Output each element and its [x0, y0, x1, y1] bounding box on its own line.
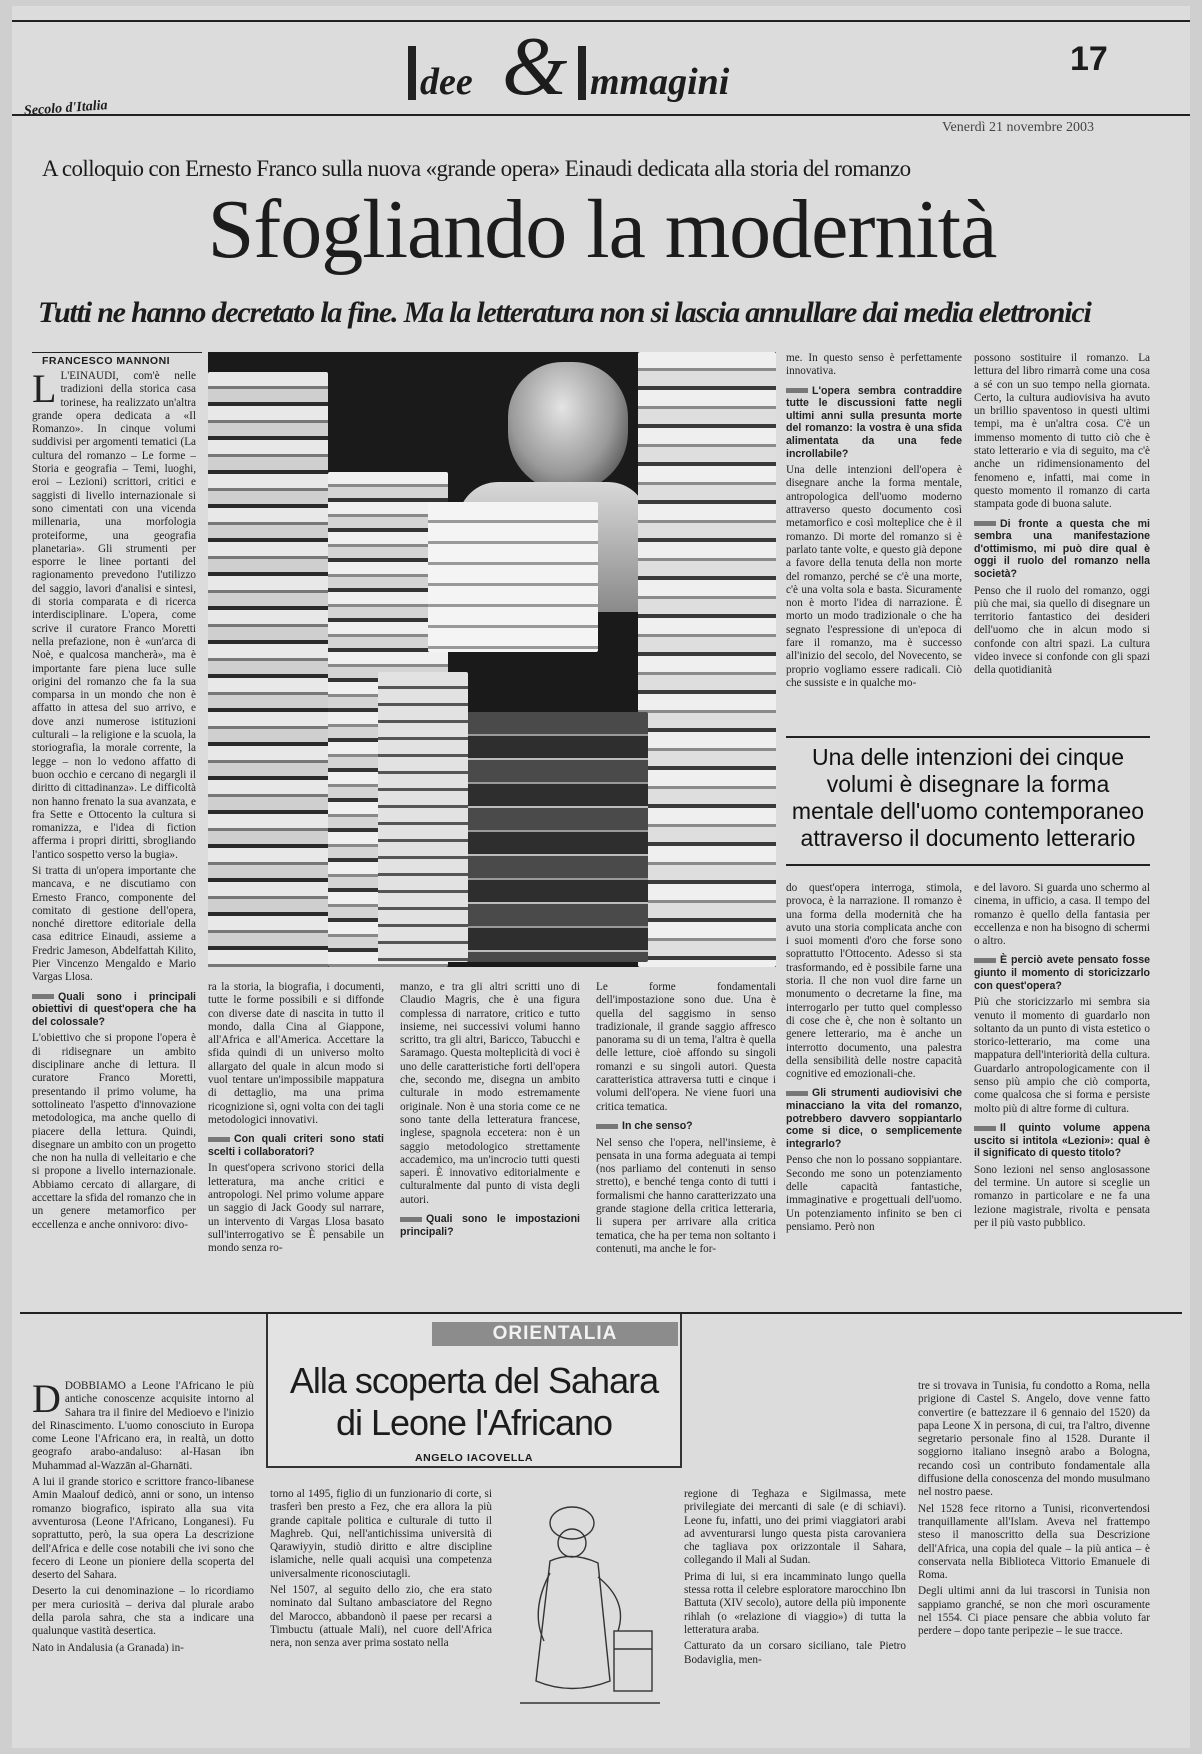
interview-answer-2-cont: manzo, e tra gli altri scritti uno di Claudio Magris, che è una figura complessa di narratore, critico e tutto insieme, nei successivi volumi hanno scritto, tra gli altri, Baricco, Tabucchi e Saramago. Questa molteplicità di voci è uno delle caratteristiche forti dell'opera che, secondo me, disegna un ambito culturale in modo estremamente originale. Non è una storia come ce ne sono tante della letteratura francese, inglese, spagnola eccetera: non è un saggio metodologico strettamente accademico, ma un'incrocio tutti questi saperi. È innovativo editorialmente e culturalmente dal punto di vista degli autori.: [400, 981, 580, 1206]
book-stack-center: [378, 672, 468, 962]
box-col2-text: torno al 1495, figlio di un funzionario di corte, si trasferì ben presto a Fez, che era allora la più grande capitale politica e culturale di tutto il Maghreb. Qui, nell'antichissima università di Qarawiyyin, studiò diritto e altre discipline islamiche, nelle quali acquisì una competenza universalmente riconosciutagli.: [270, 1488, 492, 1580]
interview-question-8: È perciò avete pensato fosse giunto il momento di storicizzarlo con quest'opera?: [974, 954, 1150, 992]
article-column-6-top: [974, 352, 1150, 724]
box-col1-text: DOBBIAMO a Leone l'Africano le più antiche conoscenze acquisite intorno al Sahara tra il finire del Medioevo e l'inizio del Rinascimento. L'uomo conosciuto in Europa come Leone l'Africano era, in realtà, un dotto geografo arabo-andaluso: al-Hasan ibn Muhammad al-Wazzān al-Gharnāti.: [32, 1380, 254, 1472]
box-col1-paragraph-4: Nato in Andalusia (a Granada) in-: [32, 1641, 184, 1654]
interview-question-9: Il quinto volume appena uscito si intitola «Lezioni»: qual è il significato di questo titolo?: [974, 1121, 1150, 1160]
section-bar-i2: [578, 46, 586, 100]
box-col4-paragraph-2: Nel 1528 fece ritorno a Tunisi, riconvertendosi tranquillamente all'Islam. Aveva nel frattempo steso il manoscritto della sua Descrizione dell'Africa, una copia del quale – la più antica – è conservata nella Biblioteca Vittorio Emanuele di Roma.: [918, 1502, 1150, 1582]
box-title-line-1: Alla scoperta del Sahara: [289, 1360, 659, 1401]
held-books: [428, 502, 598, 652]
article-column-5-bottom: [786, 882, 962, 1292]
interview-answer-2: In quest'opera scrivono storici della letteratura, ma anche critici e antropologi. Nel primo volume appare un saggio di Jack Goody sul narrare, un intervento di Vargas Llosa basato sull'interrogativo se È pensabile un mondo senza ro-: [208, 1162, 384, 1255]
interview-answer-1: L'obiettivo che si propone l'opera è di ridisegnare un ambito disciplinare anche di lettura. Il curatore Franco Moretti, presentando il primo volume, ha sottolineato l'aspetto d'innovazione metodologica, ma anche quello di piacere della lettura. Quindi, disegnare un ambito con un progetto che non ha nulla di velleitario e che si propone a livello internazionale. Abbiamo cercato di allargare, di accettare la sfida del romanzo che in un genere metamorfico per eccellenza e anche onnivoro: divo-: [32, 1032, 196, 1231]
interview-answer-1-cont: ra la storia, la biografia, i documenti, tutte le forme possibili e si diffonde con diverse date di nascita in tutto il mondo, dalla Cina al Giappone, all'Africa e all'America. Accettare la sfida quindi di un universo molto allargato del quale in alcun modo si vuol tentare un'impossibile mappatura di dettaglio, ma una prima ricognizione sì, ogni volta con dei tagli metodologici innovativi.: [208, 981, 384, 1126]
robe: [536, 1556, 610, 1688]
article-paragraph-5a: me. In questo senso è perfettamente innovativa.: [786, 352, 962, 378]
pullquote-top-rule: [786, 736, 1150, 738]
interview-question-4: In che senso?: [596, 1120, 776, 1133]
interview-answer-5: Una delle intenzioni dell'opera è disegnare anche la forma mentale, antropologica dell'uomo moderno attraverso questo documento così metamorfico e così molteplice che è il romanzo. Di morte del romanzo si è parlato tante volte, e questo già depone a favore della tenuta della non morte del romanzo, perché se c'è una morte, c'è una volta sola e basta. Sicuramente non è morto l'idea di narrazione. È morto un modo tradizionale o che ha segnato l'espressione di un'epoca di fare il romanzo, ma è successo all'inizio del secolo, del Novecento, se proprio vogliamo essere radicali. Ciò che sussiste e in qualche mo-: [786, 464, 962, 689]
box-col2-paragraph-2: Nel 1507, al seguito dello zio, che era stato nominato dal Sultano ambasciatore del Regno del Marocco, abbandonò il paese per recarsi a Timbuctu (attuale Mali), nel cuore dell'Africa nera, non senza aver prima sostato nella: [270, 1584, 492, 1650]
article-title: Sfogliando la modernità: [207, 183, 997, 276]
box-col1-paragraph-2: A lui il grande storico e scrittore franco-libanese Amin Maalouf dedicò, anni or sono, un intenso romanzo biografico, ispirato alla sua vita avventurosa (Leone l'Africano, Longanesi). Fu soprattutto, però, la sua opera La descrizione dell'Africa e delle cose notabili che ivi sono che fecero di Leone un pioniere della scoperta del deserto del Sahara.: [32, 1476, 254, 1582]
interview-question-3: Quali sono le impostazioni principali?: [400, 1213, 580, 1238]
interview-answer-7: Penso che non lo possano soppiantare. Secondo me sono un potenziamento delle capacità fantastiche, immaginative e progettuali dell'uomo. Un potenziamento infinito se ben ci pensiamo. Però non: [786, 1154, 962, 1233]
interview-question-5: L'opera sembra contraddire tutte le discussioni fatte negli ultimi anni sulla presunta morte del romanzo: la vostra è una sfida alimentata da una fede incrollabile?: [786, 384, 962, 460]
box-column-2: [270, 1488, 492, 1740]
section-heading: [382, 20, 822, 113]
box-col4-text: tre si trovava in Tunisia, fu condotto a Roma, nella prigione di Castel S. Angelo, dove venne fatto convertire (e battezzare il 6 gennaio del 1520) da papa Leone X in persona, di cui, tra l'altro, divenne segretario personale fino al 1528. Durante il soggiorno italiano insegnò arabo a Bologna, recando così un contributo fondamentale alla diffusione della conoscenza del mondo musulmano nel nostro paese.: [918, 1380, 1150, 1499]
pullquote-bottom-rule: [786, 864, 1150, 866]
box-col3-text: regione di Teghaza e Sigilmassa, mete privilegiate dei mercanti di sale (e di schiavi). Leone fu, infatti, uno dei primi viaggiatori arabi ad avventurarsi lungo questa pista carovaniera che tagliava pox orizzontale il Sahara, collegando il Mali al Sudan.: [684, 1488, 906, 1567]
box-column-1: [32, 1380, 254, 1740]
newspaper-masthead: Secolo d'Italia: [23, 98, 109, 119]
page-number: 17: [1070, 40, 1108, 78]
interview-question-2: Con quali criteri sono stati scelti i collaboratori?: [208, 1133, 384, 1158]
section-ampersand: &: [502, 20, 568, 113]
interview-answer-6: Penso che il ruolo del romanzo, oggi più che mai, sia quello di disegnare un territorio fantastico dei desideri dell'uomo che in alcun modo si confonde con altri spazi. La cultura video invece si confonde con gli spazi della quotidianità: [974, 584, 1150, 677]
head: [558, 1529, 586, 1557]
interview-question-1: Quali sono i principali obiettivi di quest'opera che ha del colossale?: [32, 990, 196, 1028]
book-desk: [614, 1631, 652, 1691]
article-column-3: [400, 981, 580, 1291]
article-byline: FRANCESCO MANNONI: [42, 355, 171, 367]
article-column-2: [208, 981, 384, 1291]
interview-answer-4: Nel senso che l'opera, nell'insieme, è pensata in una forma adeguata ai tempi (nos parliamo del contenuti in senso stretto), e benché tenga conto di tutti i formalismi che hanno caratterizzato una grande stagione della critica letteraria, li supera per arrivare alla critica tematica, che ha per tema non soltanto i contenuti, ma anche le for-: [596, 1136, 776, 1255]
section-bar-i: [408, 46, 416, 100]
article-kicker: A colloquio con Ernesto Franco sulla nuova «grande opera» Einaudi dedicata alla storia del romanzo: [42, 156, 911, 181]
byline-rule: [32, 352, 202, 353]
header-bottom-rule: [12, 114, 1190, 116]
interview-answer-8: Più che storicizzarlo mi sembra sia venuto il momento di guardarlo non soltanto da un punto di vista estetico o storico-letterario, ma come una mappatura dell'interiorità della cultura. Guardarlo antropologicamente con il senso più ampio che ciò comporta, come qualcosa che si forma e persiste molto più di altre forme di cultura.: [974, 996, 1150, 1115]
section-word-a: dee: [420, 61, 473, 103]
article-column-6-bottom: [974, 882, 1150, 1292]
interview-answer-9: Sono lezioni nel senso anglosassone del termine. Un autore si sceglie un romanzo in particolare e ne fa una lezione magistrale, rivolta e pensata per il più vasto pubblico.: [974, 1163, 1150, 1229]
pull-quote: Una delle intenzioni dei cinque volumi è disegnare la forma mentale dell'uomo contemporaneo attraverso il documento letterario: [791, 744, 1145, 851]
turban: [550, 1507, 594, 1539]
box-column-3: [684, 1488, 906, 1740]
bound-volumes: [458, 712, 648, 962]
article-paragraph-6a: possono sostituire il romanzo. La lettura del libro rimarrà come una cosa a sé con un suo tempo nella giornata. Certo, la cultura audiovisiva ha avuto un brillio spaventoso in questi ultimi tempi, ma è un'altra cosa. C'è un immenso momento di tutto ciò che è stato letterario e via di seguito, ma c'è anche un ridimensionamento del fenomeno e, infatti, mai come in questo momento il romanzo di carta stampata gode di buona salute.: [974, 352, 1150, 511]
article-column-5-top: [786, 352, 962, 724]
article-column-1: [32, 370, 196, 1485]
arm-right: [598, 1577, 621, 1631]
article-paragraph: Si tratta di un'opera importante che mancava, e ne discutiamo con Ernesto Franco, componente del comitato di gestione dell'opera, nonché direttore editoriale della casa editrice Einaudi, assieme a Fredric Jameson, Abdelfattah Kilito, Pier Vincenzo Mengaldo e Mario Vargas Llosa.: [32, 864, 196, 984]
box-col3-paragraph-3: Catturato da un corsaro siciliano, tale Pietro Bodaviglia, men-: [684, 1640, 906, 1666]
issue-date: Venerdì 21 novembre 2003: [942, 120, 1095, 135]
box-col1-paragraph-3: Deserto la cui denominazione – lo ricordiamo per mera curiosità – deriva dal plurale arabo della parola sahra, che sta a indicare una qualunque vastità desertica.: [32, 1585, 254, 1638]
drop-cap-l: L: [32, 370, 57, 411]
person-head: [508, 362, 628, 492]
box-col3-paragraph-2: Prima di lui, si era incamminato lungo quella stessa rotta il celebre esploratore marocchino Ibn Battuta (XIV secolo), autore della più imponente rihlah (o «relazione di viaggio») di tutta la letteratura araba.: [684, 1570, 906, 1636]
interview-question-7: Gli strumenti audiovisivi che minacciano la vita del romanzo, potrebbero davvero soppiantarlo come si dice, o semplicemente integrarlo?: [786, 1087, 962, 1150]
interview-question-6: Di fronte a questa che mi sembra una manifestazione d'ottimismo, mi può dire qual è oggi il ruolo del romanzo nella società?: [974, 517, 1150, 580]
article-column-4: [596, 981, 776, 1291]
article-intro-text: L'EINAUDI, com'è nelle tradizioni della storica casa torinese, ha realizzato un'altra grande opera dedicata a «Il Romanzo». In cinque volumi suddivisi per argomenti tematici (La cultura del romanzo – Le forme – Storia e geografia – Temi, luoghi, eroi – Lezioni) scrittori, critici e saggisti di livello internazionale si sono cimentati con una vicenda millenaria, una morfologia proteiforme, una geografia planetaria». Gli strumenti per esporre le linee portanti del ragionamento prevedono l'utilizzo del saggio, lavori d'analisi e sintesi, di storia comparata e di ricerca interdisciplinare. L'opera, come scrive il curatore Franco Moretti nella prefazione, non è «un'arca di Noè, e qualcosa mancherà», ma è importante fare piena luce sulle origini del romanzo che fa la sua comparsa in un mondo che non è affatto in attesa del suo arrivo, e dove anzi numerose istituzioni culturali – la religione e la scuola, la storiografia, la morale corrente, la legge – non lo vedono affatto di buon occhio e cercano di negargli il diritto di cittadinanza». Le difficoltà non hanno frenato la sua avanzata, e fra Sette e Ottocento la cultura si romanizza, e l'idea di fiction afferma i propri diritti, sbrogliando l'antico sospetto verso la bugia».: [32, 370, 196, 861]
article-subtitle: Tutti ne hanno decretato la fine. Ma la letteratura non si lascia annullare dai media elettronici: [38, 296, 1091, 329]
box-column-4: [918, 1380, 1150, 1740]
article-paragraph-5b: do quest'opera interroga, stimola, provoca, è la narrazione. Il romanzo è una forma della modernità che ha avuto una storia complicata anche con i suoi momenti d'oro che forse sono soprattutto l'Ottocento. Adesso si sta trasformando, ed è possibile farne una storia. Il che non vuol dire farne un monumento o decretarne la fine, ma interrogarlo per tutto quel complesso di cose che è, che non è soltanto un genere letterario, ma è anche un interrotto documento, una palestra della sensibilità delle nostre capacità cognitive ed emozionali-che.: [786, 882, 962, 1081]
box-title-line-2: di Leone l'Africano: [335, 1402, 613, 1443]
box-col4-paragraph-3: Degli ultimi anni da lui trascorsi in Tunisia non sappiamo granché, se non che morì oscuramente nel 1554. Ci piace pensare che abbia voluto far perdere – dopo tante peripezie – le sue tracce.: [918, 1585, 1150, 1638]
book-stack-left: [208, 372, 328, 967]
header-top-rule: [12, 20, 1190, 22]
box-byline: ANGELO IACOVELLA: [414, 1452, 534, 1464]
book-stack-right: [638, 352, 776, 967]
orientalia-label: ORIENTALIA: [432, 1322, 678, 1346]
article-paragraph-6b: e del lavoro. Si guarda uno schermo al cinema, in ufficio, a casa. Il tempo del romanzo è quello della fantasia per eccellenza e non ha bisogno di schermi o altro.: [974, 882, 1150, 948]
drop-cap-d: D: [32, 1380, 61, 1421]
newspaper-page: [12, 6, 1190, 1748]
section-word-b: mmagini: [590, 61, 730, 103]
leone-africano-illustration: [510, 1481, 670, 1729]
photo-woman-with-books: [208, 352, 776, 967]
interview-answer-3: Le forme fondamentali dell'impostazione sono due. Una è quella del saggismo in senso tradizionale, il grande saggio affresco panorama su di un tema, l'altra è quella delle letture, cioè affondo su singoli romanzi e su singoli autori. Questa caratteristica attraversa tutti e cinque i volumi dell'opera. Ne viene fuori una critica tematica.: [596, 981, 776, 1113]
